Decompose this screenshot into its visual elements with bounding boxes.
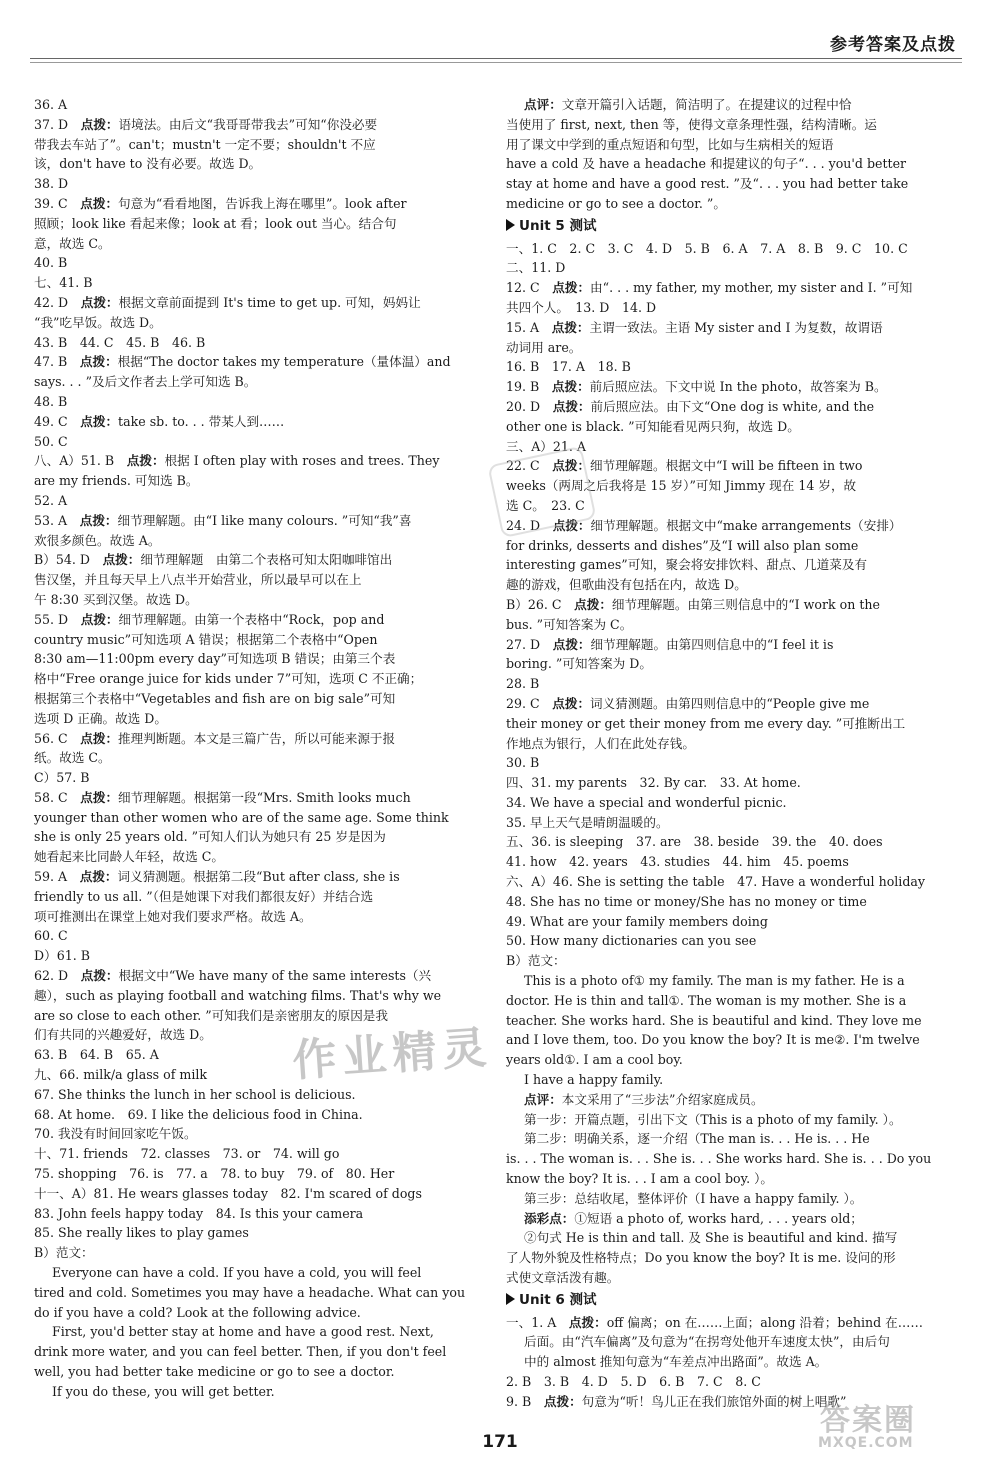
hint-marker: 点拨： [80,413,119,429]
answer-line: 点评：文章开篇引入话题，简洁明了。在提建议的过程中恰 [524,97,852,112]
answer-line: 30. B [506,755,540,771]
hint-marker: 点评： [524,1091,562,1107]
answer-line: have a cold 及 have a headache 和提建议的句子“. . . you'd better [506,156,907,172]
answer-line: 49. C 点拨：take sb. to. . . 带某人到…… [34,413,285,429]
answer-line: 三、A）21. A [506,438,587,454]
answer-line: 一、1. C 2. C 3. C 4. D 5. B 6. A 7. A 8. B 9. C 10. C [506,240,908,256]
answer-line: is. . . The woman is. . . She is. . . She works hard. She is. . . Do you [506,1151,932,1167]
answer-line: 带我去车站了”。can't；mustn't 一定不要；shouldn't 不应 [34,136,376,152]
answer-line: 第一步：开篇点题，引出下文（This is a photo of my family. ）。 [524,1111,902,1127]
corner-watermark-logo: 答案圈 [820,1403,916,1438]
answer-line: C）57. B [34,770,90,786]
answer-line: their money or get their money from me every day. ”可推断出工 [506,715,906,731]
answer-line: 项可推测出在课堂上她对我们要求严格。故选 A。 [34,908,312,924]
hint-marker: 点拨： [552,636,591,652]
answer-line: I have a happy family. [524,1072,664,1088]
answer-line: 43. B 44. C 45. B 46. B [34,334,206,350]
hint-marker: 点拨： [102,552,141,568]
hint-marker: 点拨： [552,398,591,414]
answer-line: well, you had better take medicine or go to see a doctor. [34,1364,395,1379]
answer-line: This is a photo of① my family. The man is my father. He is a [524,973,905,989]
answer-line: 8:30 am—11:00pm every day”可知选项 B 错误；由第三个表 [34,651,396,667]
answer-line: 83. John feels happy today 84. Is this your camera [34,1205,364,1221]
page-header-title: 参考答案及点拨 [830,35,956,55]
header-rule [30,58,962,59]
answer-line: 点评：本文采用了“三步法”介绍家庭成员。 [524,1091,764,1107]
answer-line: 9. B 点拨：句意为“听！鸟儿正在我们旅馆外面的树上唱歌” [506,1393,847,1409]
answer-line: country music”可知选项 A 错误；根据第二个表格中“Open [34,631,378,647]
answer-line: B）范文： [506,953,566,969]
answer-line: teacher. She works hard. She is beautiful and kind. They love me [506,1012,922,1028]
answer-line: 52. A [34,492,68,508]
hint-marker: 点拨： [79,869,118,885]
answer-line: 十一、A）81. He wears glasses today 82. I'm scared of dogs [34,1185,422,1201]
answer-line: 欢很多颜色。故选 A。 [34,532,161,548]
hint-marker: 添彩点： [524,1210,575,1226]
hint-marker: 点拨： [552,280,591,296]
answer-line: 59. A 点拨：词义猜测题。根据第二段“But after class, she is [34,869,400,885]
answer-line: 趣的游戏，但歌曲没有包括在内，故选 D。 [506,577,747,593]
right-column [506,95,934,1412]
answer-line: 68. At home. 69. I like the delicious food in China. [34,1106,363,1122]
answer-line: 60. C [34,928,68,944]
answer-line: If you do these, you will get better. [52,1383,275,1399]
answer-line: younger than other women who are of the same age. Some think [34,809,449,825]
answer-line: 39. C 点拨：句意为“看看地图，告诉我上海在哪里”。look after [34,195,407,211]
header-rule-secondary [30,62,962,63]
hint-marker: 点拨： [80,611,119,627]
answer-line: 用了课文中学到的重点短语和句型，比如与生病相关的短语 [506,136,834,152]
answer-line: 24. D 点拨：细节理解题。根据文中“make arrangements（安排） [506,517,902,533]
answer-line: 55. D 点拨：细节理解题。由第一个表格中“Rock，pop and [34,611,385,627]
hint-marker: 点拨： [126,453,165,469]
answer-line: 选 C。 23. C [506,497,585,513]
answer-line: interesting games”可知，聚会将安排饮料、甜点、几道菜及有 [506,557,868,573]
answer-line: 午 8:30 买到汉堡。故选 D。 [34,591,198,607]
hint-marker: 点拨： [552,517,591,533]
hint-marker: 点拨： [551,319,590,335]
answer-line: 28. B [506,676,540,692]
hint-marker: 点拨： [80,116,119,132]
answer-line: 六、A）46. She is setting the table 47. Have a wonderful holiday [506,874,926,890]
answer-line: 四、31. my parents 32. By car. 33. At home. [506,775,801,791]
answer-line: D）61. B [34,948,90,964]
answer-line: 36. A [34,97,68,112]
answer-line: friendly to us all. ”（但是她课下对我们都很友好）并结合选 [34,888,374,904]
answer-line: stay at home and have a good rest. ”及“. . . you had better take [506,176,909,192]
answer-line: do if you have a cold? Look at the following advice. [34,1304,361,1320]
hint-marker: 点拨： [568,1314,607,1330]
answer-line: 了人物外貌及性格特点；Do you know the boy? It is me. 设问的形 [506,1250,896,1266]
answer-line: 41. how 42. years 43. studies 44. him 45. poems [506,854,849,870]
answer-line: bus. ”可知答案为 C。 [506,616,633,632]
section-heading [506,217,934,237]
answer-line: 式使文章活泼有趣。 [506,1270,620,1286]
hint-marker: 点拨： [80,294,119,310]
answer-line: 50. How many dictionaries can you see [506,933,757,949]
answer-line: 53. A 点拨：细节理解题。由“I like many colours. ”可知“我”喜 [34,512,412,528]
answer-line: 选项 D 正确。故选 D。 [34,710,167,726]
answer-line: 九、66. milk/a glass of milk [34,1067,208,1083]
answer-line: 70. 我没有时间回家吃午饭。 [34,1126,197,1142]
answer-line: and I love them, too. Do you know the boy? It is me②. I'm twelve [506,1032,920,1048]
answer-line: 添彩点：①短语 a photo of, works hard, . . . years old； [524,1210,863,1226]
answer-line: for drinks, desserts and dishes”及“I will also plan some [506,537,859,553]
answer-line: B）54. D 点拨：细节理解题 由第二个表格可知太阳咖啡馆出 [34,552,393,568]
answer-line: 格中“Free orange juice for kids under 7”可知，选项 C 不正确； [34,671,423,687]
answer-line: 照顾；look like 看起来像；look at 看；look out 当心。结合句 [34,215,397,231]
answer-line: 动词用 are。 [506,339,582,355]
answer-line: 共四个人。 13. D 14. D [506,299,657,315]
hint-marker: 点拨： [552,458,591,474]
hint-marker: 点拨： [80,730,119,746]
answer-line: 37. D 点拨：语境法。由后文“我哥哥带我去”可知“你没必要 [34,116,378,132]
answer-line: 38. D [34,176,69,192]
hint-marker: 点拨： [79,512,118,528]
answer-line: 2. B 3. B 4. D 5. D 6. B 7. C 8. C [506,1374,761,1389]
hint-marker: 点拨： [80,195,119,211]
answer-line: are so close to each other. ”可知我们是亲密朋友的原因是我 [34,1007,388,1023]
answer-line: 85. She really likes to play games [34,1225,249,1241]
answer-line: 62. D 点拨：根据文中“We have many of the same interests（兴 [34,968,432,984]
answer-line: 22. C 点拨：细节理解题。根据文中“I will be fifteen in two [506,458,863,474]
answer-line: 第三步：总结收尾，整体评价（I have a happy family. ）。 [524,1190,863,1206]
answer-line: 16. B 17. A 18. B [506,359,631,375]
answer-line: 63. B 64. B 65. A [34,1047,159,1063]
answer-line: tired and cold. Sometimes you may have a headache. What can you [34,1284,466,1300]
answer-line: First, you'd better stay at home and have a good rest. Next, [52,1324,434,1340]
hint-marker: 点评： [524,97,562,112]
answer-line: weeks（两周之后我将是 15 岁）”可知 Jimmy 现在 14 岁，故 [506,478,857,494]
answer-line: 她看起来比同龄人年轻，故选 C。 [34,849,224,865]
answer-line: medicine or go to see a doctor. ”。 [506,195,726,211]
answer-line: 根据第三个表格中“Vegetables and fish are on big sale”可知 [34,690,396,706]
answer-line: 当使用了 first, next, then 等，使得文章条理性强，结构清晰。运 [506,116,877,132]
answer-line: 49. What are your family members doing [506,913,768,929]
answer-line: 纸。故选 C。 [34,750,111,766]
section-heading [506,1291,934,1311]
section-triangle-icon [506,219,515,231]
answer-line: 56. C 点拨：推理判断题。本文是三篇广告，所以可能来源于报 [34,730,396,746]
answer-line: 作地点为银行，人们在此处存钱。 [506,735,695,751]
answer-line: 67. She thinks the lunch in her school is delicious. [34,1086,356,1102]
answer-line: 48. B [34,393,68,409]
answer-line: 一、1. A 点拨：off 偏离；on 在……上面；along 沿着；behind 在…… [506,1314,923,1330]
answer-line: B）范文： [34,1245,94,1261]
answer-line: 七、41. B [34,275,93,291]
hint-marker: 点拨： [80,789,119,805]
answer-line: other one is black. ”可知能看见两只狗，故选 D。 [506,418,800,434]
answer-line: ②句式 He is thin and tall. 及 She is beautiful and kind. 描写 [524,1230,898,1246]
answer-line: know the boy? It is. . . I am a cool boy. ）。 [506,1171,773,1187]
answer-line: are my friends. 可知选 B。 [34,473,199,489]
answer-line: 27. D 点拨：细节理解题。由第四则信息中的“I feel it is [506,636,834,652]
corner-watermark-url: MXQE.COM [818,1435,914,1451]
answer-line: 意，故选 C。 [34,235,111,251]
left-column [34,95,478,1402]
answer-line: 中的 almost 推知句意为“车差点冲出路面”。故选 A。 [524,1354,828,1370]
answer-line: Everyone can have a cold. If you have a cold, you will feel [52,1265,422,1281]
answer-line: 75. shopping 76. is 77. a 78. to buy 79. of 80. Her [34,1166,395,1182]
section-heading-text: Unit 6 测试 [519,1291,597,1308]
answer-line: 售汉堡，并且每天早上八点半开始营业，所以最早可以在上 [34,572,362,588]
answer-line: 十、71. friends 72. classes 73. or 74. will go [34,1146,340,1162]
section-triangle-icon [506,1293,515,1305]
answer-line: 40. B [34,255,68,271]
answer-line: 35. 早上天气是晴朗温暖的。 [506,814,669,830]
answer-line: 该，don't have to 没有必要。故选 D。 [34,156,262,172]
hint-marker: 点拨： [543,1393,582,1409]
answer-line: 二、11. D [506,260,566,276]
answer-line: 34. We have a special and wonderful picnic. [506,794,787,810]
answer-line: 58. C 点拨：细节理解题。根据第一段“Mrs. Smith looks much [34,789,411,805]
answer-line: boring. ”可知答案为 D。 [506,656,652,672]
answer-line: years old①. I am a cool boy. [506,1052,683,1068]
answer-line: 们有共同的兴趣爱好，故选 D。 [34,1027,212,1043]
answer-line: 19. B 点拨：前后照应法。下文中说 In the photo，故答案为 B。 [506,379,887,395]
hint-marker: 点拨： [80,968,119,984]
answer-line: 48. She has no time or money/She has no money or time [506,893,867,909]
answer-line: 47. B 点拨：根据“The doctor takes my temperature（量体温）and [34,354,451,370]
hint-marker: 点拨： [574,596,612,612]
answer-line: 50. C [34,433,68,449]
answer-line: 五、36. is sleeping 37. are 38. beside 39. the 40. does [506,834,883,850]
answer-line: 20. D 点拨：前后照应法。由下文“One dog is white, and the [506,398,875,414]
answer-line: she is only 25 years old. ”可知人们认为她只有 25 岁是因为 [34,829,386,845]
section-heading-text: Unit 5 测试 [519,217,597,234]
answer-line: 后面。由“汽车偏离”及句意为“在拐弯处他开车速度太快”，由后句 [524,1334,890,1350]
answer-line: 15. A 点拨：主谓一致法。主语 My sister and I 为复数，故谓语 [506,319,883,335]
hint-marker: 点拨： [551,379,590,395]
answer-line: B）26. C 点拨：细节理解题。由第三则信息中的“I work on the [506,596,880,612]
answer-line: “我”吃早饭。故选 D。 [34,314,162,330]
answer-line: 第二步：明确关系，逐一介绍（The man is. . . He is. . . He [524,1131,870,1147]
answer-line: 八、A）51. B 点拨：根据 I often play with roses and trees. They [34,453,440,469]
answer-line: 42. D 点拨：根据文章前面提到 It's time to get up. 可知，妈妈让 [34,294,421,310]
hint-marker: 点拨： [552,695,591,711]
answer-line: 29. C 点拨：词义猜测题。由第四则信息中的“People give me [506,695,870,711]
answer-line: 趣），such as playing football and watching films. That's why we [34,987,442,1003]
answer-line: says. . . ”及后文作者去上学可知选 B。 [34,374,257,390]
answer-line: drink more water, and you can feel better. Then, if you don't feel [34,1344,447,1360]
center-watermark: 作业精灵 [290,1022,494,1087]
hint-marker: 点拨： [79,354,118,370]
answer-line: 12. C 点拨：由“. . . my father, my mother, my sister and I. ”可知 [506,280,913,296]
page-number: 171 [482,1432,518,1452]
answer-line: doctor. He is thin and tall①. The woman is my mother. She is a [506,992,907,1008]
